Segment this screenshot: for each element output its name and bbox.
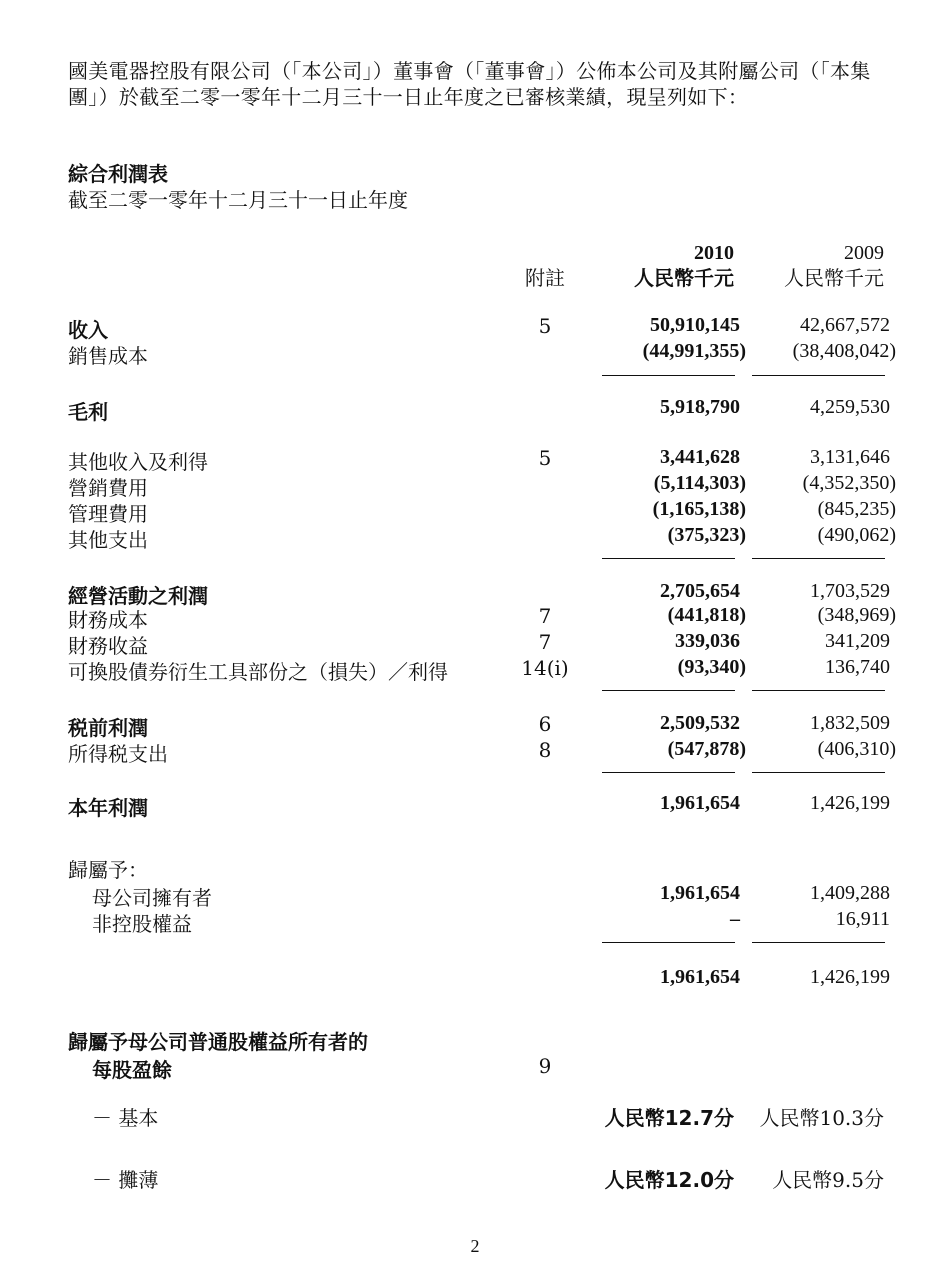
subtotal-rule	[752, 690, 885, 691]
row-value-2010: 2,705,654	[660, 580, 740, 602]
table-row	[0, 882, 950, 908]
table-row	[0, 854, 950, 880]
row-note: 7	[538, 630, 552, 654]
table-row	[0, 580, 950, 606]
total-value-2010: 1,961,654	[660, 966, 740, 988]
header-year-prior: 2009	[844, 242, 884, 264]
row-value-2010: (441,818)	[667, 604, 746, 626]
header-currency-prior: 人民幣千元	[784, 266, 884, 290]
header-note: 附註	[525, 266, 565, 290]
eps-basic-label: － 基本	[92, 1106, 159, 1130]
row-label: 財務成本	[68, 608, 148, 632]
row-label: 營銷費用	[68, 476, 148, 500]
table-row	[0, 712, 950, 738]
row-note: 6	[538, 712, 552, 736]
row-value-2010: 3,441,628	[660, 446, 740, 468]
attributable-heading: 歸屬予：	[68, 858, 148, 882]
row-note: 8	[538, 738, 552, 762]
row-label: 其他收入及利得	[68, 450, 208, 474]
eps-basic-2009: 人民幣10.3分	[759, 1106, 884, 1130]
statement-subtitle: 截至二零一零年十二月三十一日止年度	[68, 188, 408, 212]
row-label: 所得税支出	[68, 742, 168, 766]
eps-heading-line1: 歸屬予母公司普通股權益所有者的	[68, 1030, 368, 1054]
subtotal-rule	[752, 558, 885, 559]
row-value-2010: 2,509,532	[660, 712, 740, 734]
eps-diluted-label: － 攤薄	[92, 1168, 159, 1192]
subtotal-rule	[602, 772, 735, 773]
row-value-2009: 1,703,529	[810, 580, 890, 602]
table-row	[0, 472, 950, 498]
nci-value-2009: 16,911	[835, 908, 890, 930]
owners-value-2010: 1,961,654	[660, 882, 740, 904]
eps-basic-2010: 人民幣12.7分	[604, 1106, 734, 1130]
row-note: 14(i)	[521, 656, 569, 680]
row-value-2010: (93,340)	[677, 656, 746, 678]
total-value-2009: 1,426,199	[810, 966, 890, 988]
row-label: 毛利	[68, 400, 108, 424]
row-value-2010: (44,991,355)	[642, 340, 746, 362]
table-row	[0, 314, 950, 340]
header-year-current: 2010	[694, 242, 734, 264]
row-value-2010: (547,878)	[667, 738, 746, 760]
subtotal-rule	[752, 772, 885, 773]
table-row	[0, 604, 950, 630]
row-value-2009: (406,310)	[817, 738, 896, 760]
subtotal-rule	[602, 375, 735, 376]
table-row	[0, 524, 950, 550]
row-label: 可換股債券衍生工具部份之（損失）／利得	[68, 660, 448, 684]
row-label: 税前利潤	[68, 716, 148, 740]
intro-paragraph: 國美電器控股有限公司（「本公司」）董事會（「董事會」）公佈本公司及其附屬公司（「本集團」）於截至二零一零年十二月三十一日止年度之已審核業績，現呈列如下：	[68, 59, 871, 109]
subtotal-rule	[752, 375, 885, 376]
row-value-2009: (38,408,042)	[792, 340, 896, 362]
subtotal-rule	[602, 942, 735, 943]
row-value-2009: (4,352,350)	[802, 472, 896, 494]
row-label: 其他支出	[68, 528, 148, 552]
row-value-2009: (348,969)	[817, 604, 896, 626]
row-value-2009: 1,832,509	[810, 712, 890, 734]
table-row	[0, 446, 950, 472]
row-value-2010: 339,036	[675, 630, 740, 652]
row-label: 財務收益	[68, 634, 148, 658]
table-row	[0, 630, 950, 656]
table-row	[0, 738, 950, 764]
row-note: 7	[538, 604, 552, 628]
owners-label: 母公司擁有者	[92, 886, 212, 910]
eps-diluted-2010: 人民幣12.0分	[604, 1168, 734, 1192]
table-row	[0, 340, 950, 366]
nci-value-2010: –	[730, 908, 740, 930]
row-label: 收入	[68, 318, 108, 342]
row-label: 經營活動之利潤	[68, 584, 208, 608]
table-row	[0, 908, 950, 934]
row-value-2009: 1,426,199	[810, 792, 890, 814]
eps-heading-line2: 每股盈餘	[92, 1058, 172, 1082]
subtotal-rule	[602, 558, 735, 559]
table-row	[0, 396, 950, 422]
eps-note: 9	[538, 1054, 552, 1078]
row-note: 5	[538, 314, 552, 338]
owners-value-2009: 1,409,288	[810, 882, 890, 904]
row-value-2009: (490,062)	[817, 524, 896, 546]
row-value-2010: (5,114,303)	[653, 472, 746, 494]
row-value-2009: 3,131,646	[810, 446, 890, 468]
table-row	[0, 966, 950, 992]
eps-diluted-2009: 人民幣9.5分	[772, 1168, 884, 1192]
page-number: 2	[470, 1236, 480, 1256]
row-value-2010: 5,918,790	[660, 396, 740, 418]
row-label: 銷售成本	[68, 344, 148, 368]
statement-title: 綜合利潤表	[68, 162, 168, 186]
table-row	[0, 792, 950, 818]
row-value-2010: 1,961,654	[660, 792, 740, 814]
header-currency-current: 人民幣千元	[634, 266, 734, 290]
row-note: 5	[538, 446, 552, 470]
row-value-2010: (375,323)	[667, 524, 746, 546]
nci-label: 非控股權益	[92, 912, 192, 936]
row-value-2010: 50,910,145	[650, 314, 740, 336]
subtotal-rule	[752, 942, 885, 943]
row-value-2009: 42,667,572	[800, 314, 890, 336]
row-value-2010: (1,165,138)	[652, 498, 746, 520]
row-value-2009: 4,259,530	[810, 396, 890, 418]
row-label: 管理費用	[68, 502, 148, 526]
table-row	[0, 656, 950, 682]
row-value-2009: (845,235)	[817, 498, 896, 520]
row-value-2009: 341,209	[825, 630, 890, 652]
row-value-2009: 136,740	[825, 656, 890, 678]
subtotal-rule	[602, 690, 735, 691]
row-label: 本年利潤	[68, 796, 148, 820]
table-row	[0, 498, 950, 524]
